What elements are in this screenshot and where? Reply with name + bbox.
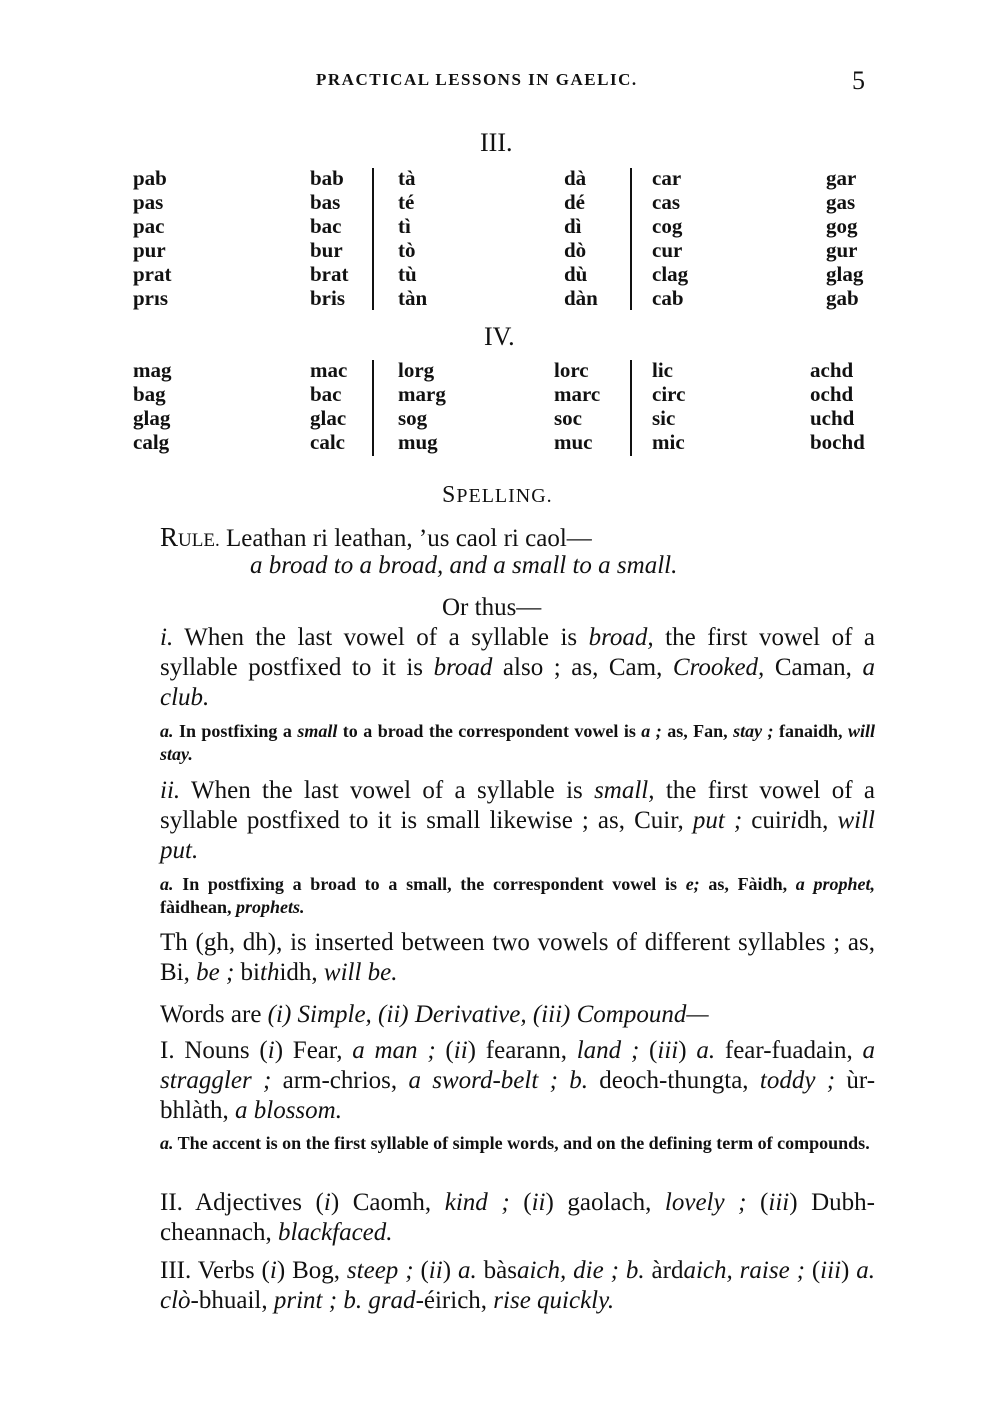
list-item: gab: [826, 286, 859, 310]
emphasis: land ;: [576, 1037, 640, 1064]
list-item: dù: [564, 262, 588, 286]
text: the first vowel of a syllable postfixed to it is: [160, 624, 875, 681]
emphasis: print ; b. grad: [273, 1287, 416, 1314]
list-item: bac: [310, 214, 342, 238]
rule-line: [160, 522, 592, 553]
column-divider: [372, 360, 374, 456]
emphasis: a sword-belt ;: [408, 1067, 558, 1094]
emphasis: aich, raise ;: [683, 1257, 805, 1284]
list-item: prat: [133, 262, 172, 286]
table-iii-col1: [133, 166, 172, 310]
emphasis: broad: [433, 654, 493, 681]
list-item: car: [652, 166, 682, 190]
text: dh,: [797, 807, 838, 834]
text: ) Dubh-cheannach,: [160, 1189, 875, 1246]
list-item: marg: [398, 382, 446, 406]
text: ): [841, 1257, 857, 1284]
text: In postfixing a: [173, 721, 298, 741]
emphasis: a. clò: [160, 1257, 876, 1314]
list-item: bochd: [810, 430, 865, 454]
text: arm-chrios,: [271, 1067, 409, 1094]
emphasis: small: [297, 721, 338, 741]
rule-translation: a broad to a broad, and a small to a small.: [250, 552, 678, 579]
list-item: pas: [133, 190, 164, 214]
list-item: dé: [564, 190, 585, 214]
list-item: soc: [554, 406, 582, 430]
text: -bhuail,: [190, 1287, 274, 1314]
list-item: tù: [398, 262, 417, 286]
list-item: té: [398, 190, 415, 214]
list-item: cog: [652, 214, 683, 238]
note-marker: a.: [160, 874, 174, 894]
list-item: mic: [652, 430, 685, 454]
rule-label: ULE.: [178, 530, 220, 551]
list-item: pac: [133, 214, 165, 238]
list-item: bur: [310, 238, 343, 262]
note-accent: [133, 1132, 875, 1155]
table-iv-col6: [810, 358, 865, 454]
emphasis: blackfaced.: [277, 1219, 393, 1246]
text: ): [442, 1257, 458, 1284]
list-item: lic: [652, 358, 673, 382]
text: II. Adjectives (: [160, 1189, 324, 1216]
text: III. Verbs (: [160, 1257, 270, 1284]
list-item: pur: [133, 238, 166, 262]
list-item: prıs: [133, 286, 169, 310]
para-number: i.: [160, 624, 174, 651]
text: fàidhean,: [160, 897, 237, 917]
table-iii-col2: [310, 166, 349, 310]
text: also ; as, Cam,: [492, 654, 673, 681]
emphasis: i: [269, 1257, 277, 1284]
rule-initial: R: [160, 522, 179, 552]
emphasis: b.: [569, 1067, 588, 1094]
text: [558, 1067, 569, 1094]
emphasis: iii: [820, 1257, 842, 1284]
rule-text: Leathan ri leathan, ’us caol ri caol—: [225, 525, 592, 552]
list-item: gas: [826, 190, 856, 214]
list-item: glac: [310, 406, 347, 430]
list-item: mag: [133, 358, 172, 382]
column-divider: [630, 168, 632, 310]
column-divider: [372, 168, 374, 310]
list-item: circ: [652, 382, 686, 406]
emphasis: broad,: [588, 624, 654, 651]
paragraph-verbs: [133, 1256, 875, 1316]
emphasis: will be.: [323, 959, 398, 986]
text: ): [678, 1037, 697, 1064]
list-item: lorg: [398, 358, 435, 382]
paragraph-ii: [133, 776, 875, 866]
paragraph-adjectives: [133, 1188, 875, 1248]
table-iii-col3: [398, 166, 427, 310]
list-item: tà: [398, 166, 416, 190]
list-item: bas: [310, 190, 341, 214]
table-iii-col4: [564, 166, 598, 310]
emphasis: will put.: [160, 807, 875, 864]
emphasis: iii: [768, 1189, 790, 1216]
list-item: tì: [398, 214, 411, 238]
list-item: mac: [310, 358, 348, 382]
note-i: [133, 720, 875, 766]
list-item: uchd: [810, 406, 855, 430]
list-item: glag: [826, 262, 864, 286]
list-item: cas: [652, 190, 680, 214]
text: as, Fàidh,: [699, 874, 796, 894]
list-item: gog: [826, 214, 858, 238]
list-item: marc: [554, 382, 601, 406]
list-item: brat: [310, 262, 349, 286]
text: (: [639, 1037, 658, 1064]
text: (: [413, 1257, 429, 1284]
emphasis: aich, die ; b.: [516, 1257, 645, 1284]
text: fear-fuadain,: [715, 1037, 863, 1064]
table-iv-col4: [554, 358, 600, 454]
note-marker: a.: [160, 1133, 174, 1153]
list-item: muc: [554, 430, 593, 454]
column-divider: [630, 360, 632, 456]
list-item: sic: [652, 406, 676, 430]
section-heading-spelling: [442, 482, 553, 509]
list-item: ochd: [810, 382, 854, 406]
list-item: dàn: [564, 286, 598, 310]
emphasis: will stay.: [160, 721, 876, 764]
emphasis: put ;: [692, 807, 743, 834]
page-number: 5: [852, 66, 865, 95]
emphasis: small,: [594, 777, 655, 804]
emphasis: kind ;: [444, 1189, 510, 1216]
emphasis: Crooked,: [672, 654, 765, 681]
text: (: [746, 1189, 769, 1216]
list-item: tàn: [398, 286, 428, 310]
list-item: bab: [310, 166, 344, 190]
emphasis: a prophet,: [795, 874, 875, 894]
emphasis: i: [323, 1189, 331, 1216]
list-item: gar: [826, 166, 857, 190]
emphasis: a man ;: [352, 1037, 436, 1064]
emphasis: a club.: [160, 654, 875, 711]
emphasis: iii: [657, 1037, 679, 1064]
paragraph-words: [133, 1000, 875, 1030]
list-item: glag: [133, 406, 171, 430]
text: fanaidh,: [773, 721, 848, 741]
list-item: gur: [826, 238, 858, 262]
list-item: calg: [133, 430, 170, 454]
emphasis: ii: [428, 1257, 443, 1284]
text: Th (gh, dh), is inserted between two vowels of different syllables ; as, Bi,: [160, 929, 875, 986]
emphasis: lovely ;: [664, 1189, 747, 1216]
text: Words are: [160, 1001, 268, 1028]
table-iv-col1: [133, 358, 172, 454]
list-item: clag: [652, 262, 689, 286]
heading-initial: S: [442, 482, 457, 508]
text: bàs: [476, 1257, 517, 1284]
running-header: PRACTICAL LESSONS IN GAELIC.: [316, 70, 638, 89]
section-label-iii: III.: [480, 128, 513, 157]
emphasis: rise quickly.: [493, 1287, 615, 1314]
list-item: dò: [564, 238, 587, 262]
list-item: bag: [133, 382, 166, 406]
emphasis: i: [790, 807, 798, 834]
text: ) Caomh,: [330, 1189, 445, 1216]
list-item: pab: [133, 166, 167, 190]
text: Caman,: [764, 654, 863, 681]
list-item: sog: [398, 406, 428, 430]
note-ii: [133, 873, 875, 919]
emphasis: stay ;: [733, 721, 774, 741]
emphasis: ii: [453, 1037, 468, 1064]
list-item: dà: [564, 166, 587, 190]
list-item: bris: [310, 286, 346, 310]
list-item: cur: [652, 238, 683, 262]
paragraph-i: [133, 623, 875, 713]
text: cuir: [742, 807, 791, 834]
emphasis: toddy ;: [759, 1067, 836, 1094]
text: àrd: [644, 1257, 684, 1284]
text: The accent is on the first syllable of simple words, and on the defining term of compounds.: [173, 1133, 870, 1153]
text: ) Bog,: [276, 1257, 347, 1284]
text: (: [509, 1189, 532, 1216]
table-iv-col2: [310, 358, 347, 454]
text: ) Fear,: [274, 1037, 353, 1064]
para-number: ii.: [160, 777, 181, 804]
text: When the last vowel of a syllable is: [173, 624, 589, 651]
text: the first vowel of a syllable postfixed to it is small likewise ; as, Cuir,: [160, 777, 875, 834]
list-item: tò: [398, 238, 416, 262]
emphasis: a ;: [641, 721, 662, 741]
paragraph-th: [133, 928, 875, 988]
emphasis: a blossom.: [235, 1097, 342, 1124]
text: as, Fan,: [661, 721, 734, 741]
note-marker: a.: [160, 721, 174, 741]
list-item: cab: [652, 286, 684, 310]
emphasis: a.: [457, 1257, 477, 1284]
text: In postfixing a broad to a small, the correspondent vowel is: [173, 874, 686, 894]
text: idh,: [279, 959, 324, 986]
text: ) gaolach,: [545, 1189, 665, 1216]
list-item: mug: [398, 430, 438, 454]
table-iv-col3: [398, 358, 446, 454]
list-item: lorc: [554, 358, 589, 382]
text: ùr-bhlàth,: [160, 1067, 876, 1124]
text: When the last vowel of a syllable is: [180, 777, 595, 804]
section-label-iv: IV.: [484, 322, 515, 351]
emphasis: ii: [531, 1189, 546, 1216]
emphasis: prophets.: [236, 897, 305, 917]
text: -éirich,: [415, 1287, 494, 1314]
table-iii-col5: [652, 166, 688, 310]
emphasis: e;: [685, 874, 700, 894]
text: to a broad the correspondent vowel is: [337, 721, 642, 741]
or-thus: Or thus—: [442, 594, 542, 621]
text: I. Nouns (: [160, 1037, 268, 1064]
table-iii-col6: [826, 166, 863, 310]
emphasis: a.: [696, 1037, 716, 1064]
text: ) fearann,: [467, 1037, 577, 1064]
paragraph-nouns: [133, 1036, 875, 1126]
text: (: [435, 1037, 454, 1064]
list-item: bac: [310, 382, 342, 406]
heading-rest: PELLING.: [456, 485, 553, 507]
emphasis: i: [267, 1037, 275, 1064]
table-iv-col5: [652, 358, 685, 454]
list-item: calc: [310, 430, 345, 454]
emphasis: be ;: [196, 959, 235, 986]
list-item: dì: [564, 214, 582, 238]
text: bi: [234, 959, 260, 986]
text: (: [804, 1257, 821, 1284]
emphasis: steep ;: [346, 1257, 414, 1284]
emphasis: (i) Simple, (ii) Derivative, (iii) Compound—: [267, 1001, 709, 1028]
text: deoch-thungta,: [588, 1067, 760, 1094]
emphasis: a straggler ;: [160, 1037, 876, 1094]
list-item: achd: [810, 358, 854, 382]
emphasis: th: [260, 959, 280, 986]
